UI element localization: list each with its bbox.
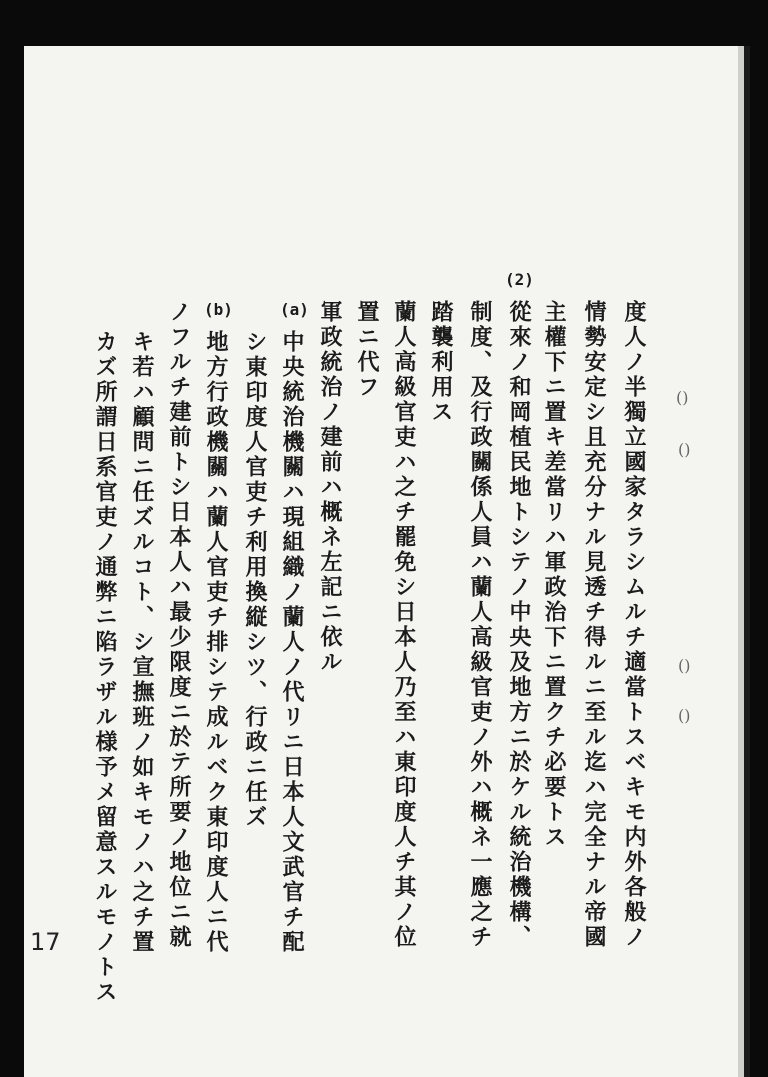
text-column-5: 制度、及行政關係人員ハ蘭人高級官吏ノ外ハ概ネ一應之チ [467, 300, 493, 950]
text-column-3: 主權下ニ置キ差當リハ軍政治下ニ置クチ必要トス [541, 300, 567, 850]
margin-mark-3: () [678, 656, 691, 675]
margin-mark-2: () [678, 440, 691, 459]
text-column-13: ノフルチ建前トシ日本人ハ最少限度ニ於テ所要ノ地位ニ就 [166, 300, 192, 950]
text-column-12: 地方行政機關ハ蘭人官吏チ排シテ成ルベク東印度人ニ代 [203, 330, 229, 955]
section-marker: (2) [505, 270, 534, 289]
text-column-15: カズ所謂日系官吏ノ通弊ニ陷ラザル様予メ留意スルモノトス [92, 330, 118, 1005]
page-number: 17 [30, 928, 61, 956]
text-column-8: 置ニ代フ [354, 300, 380, 400]
text-column-14: キ若ハ顧問ニ任ズルコト、シ宣撫班ノ如キモノハ之チ置 [129, 330, 155, 955]
text-column-11: シ東印度人官吏チ利用換縦シツ、行政ニ任ズ [242, 330, 268, 830]
text-column-4: 從來ノ和岡植民地トシテノ中央及地方ニ於ケル統治機構、 [506, 300, 532, 950]
page-edge [738, 46, 744, 1077]
margin-mark-1: () [676, 388, 689, 407]
text-column-7: 蘭人高級官吏ハ之チ罷免シ日本人乃至ハ東印度人チ其ノ位 [391, 300, 417, 950]
item-marker-b: (b) [204, 300, 233, 319]
text-column-9: 軍政統治ノ建前ハ概ネ左記ニ依ル [317, 300, 343, 675]
text-column-2: 情勢安定シ且充分ナル見透チ得ルニ至ル迄ハ完全ナル帝國 [581, 300, 607, 950]
text-column-10: 中央統治機關ハ現組織ノ蘭人ノ代リニ日本人文武官チ配 [279, 330, 305, 955]
text-column-1: 度人ノ半獨立國家タラシムルチ適當トスベキモ内外各般ノ [621, 300, 647, 950]
item-marker-a: (a) [280, 300, 309, 319]
margin-mark-4: () [678, 706, 691, 725]
text-column-6: 踏襲利用ス [428, 300, 454, 425]
